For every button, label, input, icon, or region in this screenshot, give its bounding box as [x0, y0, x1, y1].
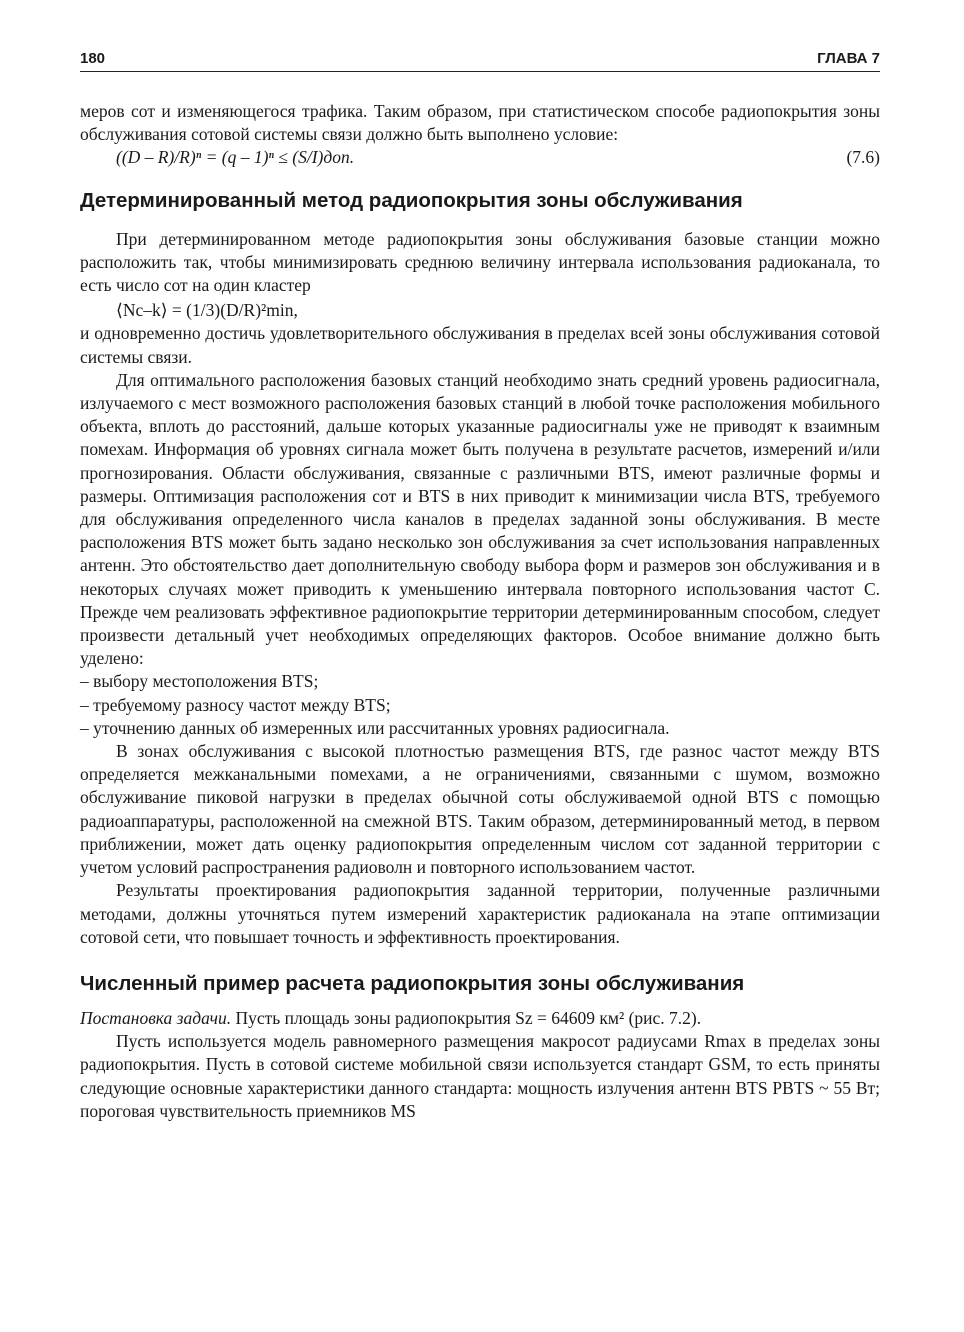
paragraph-2: При детерминированном методе радиопокрытия зоны обслуживания базовые станции можно расположить так, чтобы минимизировать среднюю величину интервала использования радиоканала, то есть число сот на один кластер [80, 228, 880, 296]
paragraph-4: Для оптимального расположения базовых станций необходимо знать средний уровень радиосигнала, излучаемого с мест возможного расположения базовых станций в любой точке расположения мобильного объекта, вплоть до расстояний, дальше которых указанные радиосигналы уже не приводят к взаимным помехам. Информация об уровнях сигнала может быть получена в результате расчетов, измерений и/или прогнозирования. Области обслуживания, связанные с различными BTS, имеют различные формы и размеры. Оптимизация расположения сот и BTS в них приводит к минимизации числа BTS, требуемого для обслуживания определенного числа каналов в пределах заданной зоны обслуживания. В месте расположения BTS может быть задано несколько зон обслуживания за счет использования направленных антенн. Это обстоятельство дает дополнительную свободу выбора форм и размеров зон обслуживания и в некоторых случаях может приводить к уменьшению интервала повторного использования частот C. Прежде чем реализовать эффективное радиопокрытие территории детерминированным способом, следует произвести детальный учет необходимых определяющих факторов. Особое внимание должно быть уделено: [80, 369, 880, 669]
paragraph-6: Результаты проектирования радиопокрытия заданной территории, полученные различными методами, должны уточняться путем измерений характеристик радиоканала на этапе оптимизации сотовой сети, что повышает точность и эффективность проектирования. [80, 880, 880, 947]
formula-nck: ⟨Nc–k⟩ = (1/3)(D/R)²min, [116, 300, 298, 321]
running-header [80, 50, 880, 72]
formula-7-6-expression: ((D – R)/R)ⁿ = (q – 1)ⁿ ≤ (S/I)доп. [116, 147, 355, 168]
chapter-label: ГЛАВА 7 [817, 50, 880, 67]
paragraph-1: меров сот и изменяющегося трафика. Таким образом, при статистическом способе радиопокрытия зоны обслуживания сотовой системы связи должно быть выполнено условие: [80, 101, 880, 145]
list-item: – требуемому разносу частот между BTS; [80, 694, 391, 715]
page-number: 180 [80, 50, 106, 67]
section-heading-numeric-example: Численный пример расчета радиопокрытия зоны обслуживания [80, 971, 745, 995]
list-item: – выбору местоположения BTS; [80, 671, 319, 692]
paragraph-7 [80, 1007, 880, 1030]
formula-7-6 [80, 146, 880, 169]
paragraph-5: В зонах обслуживания с высокой плотностью размещения BTS, где разнос частот между BTS определяется межканальными помехами, а не ограничениями, связанными с шумом, возможно обслуживание пиковой нагрузки в пределах обычной соты обслуживаемой одной BTS с помощью радиоаппаратуры, расположенной на смежной BTS. Таким образом, детерминированный метод, в первом приближении, может дать оценку радиопокрытия определенным числом сот заданной территории с учетом условий распространения радиоволн и повторного использованием частот. [80, 741, 880, 878]
paragraph-3: и одновременно достичь удовлетворительного обслуживания в пределах всей зоны обслуживания сотовой системы связи. [80, 323, 880, 367]
problem-statement-text: Пусть площадь зоны радиопокрытия Sz = 64609 км² (рис. 7.2). [235, 1007, 702, 1028]
problem-statement-label: Постановка задачи. [80, 1007, 232, 1028]
section-heading-deterministic: Детерминированный метод радиопокрытия зоны обслуживания [80, 188, 743, 212]
formula-7-6-number: (7.6) [846, 147, 880, 168]
list-item: – уточнению данных об измеренных или рассчитанных уровнях радиосигнала. [80, 717, 670, 738]
paragraph-8: Пусть используется модель равномерного размещения макросот радиусами Rmax в пределах зоны радиопокрытия. Пусть в сотовой системе мобильной связи используется стандарт GSM, то есть приняты следующие основные характеристики данного стандарта: мощность излучения антенн BTS PBTS ~ 55 Вт; пороговая чувствительность приемников MS [80, 1031, 880, 1121]
page-body [80, 100, 880, 1123]
